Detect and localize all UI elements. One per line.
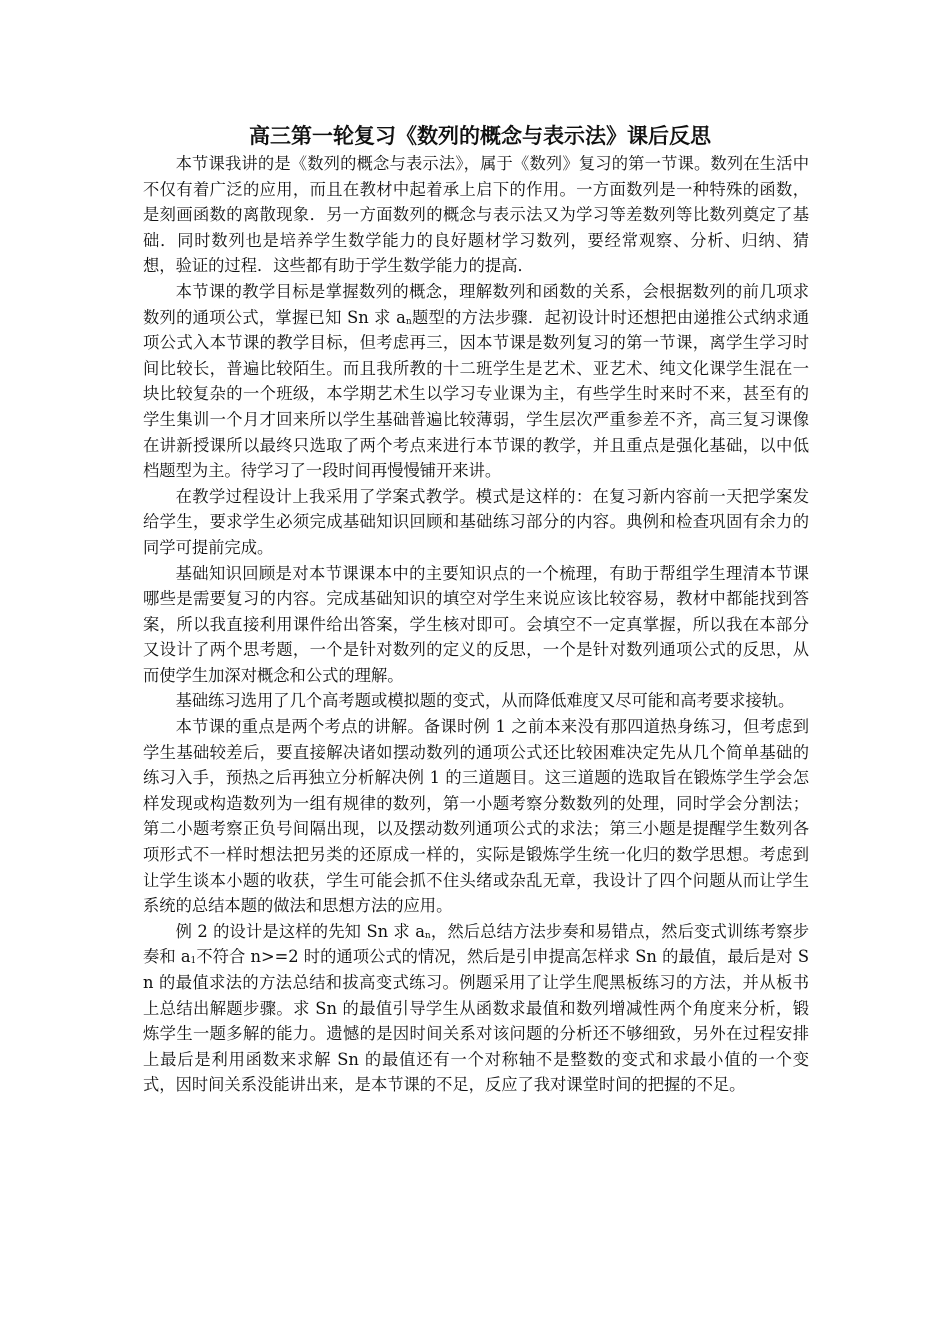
document-title: 高三第一轮复习《数列的概念与表示法》课后反思 bbox=[249, 123, 711, 148]
paragraph-p4 bbox=[143, 561, 809, 689]
paragraph-text: 在教学过程设计上我采用了学案式教学。模式是这样的：在复习新内容前一天把学案发给学生，要求学生必须完成基础知识回顾和基础练习部分的内容。典例和检查巩固有余力的同学可提前完成。 bbox=[143, 486, 809, 557]
paragraph-text: 本节课的教学目标是掌握数列的概念，理解数列和函数的关系，会根据数列的前几项求数列的通项公式，掌握已知 Sn 求 a bbox=[143, 281, 809, 327]
paragraph-p7 bbox=[143, 919, 809, 1098]
paragraph-text: 基础知识回顾是对本节课课本中的主要知识点的一个梳理，有助于帮组学生理清本节课哪些是需要复习的内容。完成基础知识的填空对学生来说应该比较容易，教材中都能找到答案，所以我直接利用课件给出答案，学生核对即可。会填空不一定真掌握，所以我在本部分又设计了两个思考题，一个是针对数列的定义的反思，一个是针对数列通项公式的反思，从而使学生加深对概念和公式的理解。 bbox=[143, 563, 809, 685]
paragraph-text: 例 2 的设计是这样的先知 Sn 求 a bbox=[175, 921, 425, 941]
paragraph-p6 bbox=[143, 714, 809, 919]
paragraph-p5 bbox=[143, 688, 809, 714]
subscript: n bbox=[424, 930, 431, 941]
paragraph-text: 本节课我讲的是《数列的概念与表示法》，属于《数列》复习的第一节课。数列在生活中不仅有着广泛的应用，而且在教材中起着承上启下的作用。一方面数列是一种特殊的函数，是刻画函数的离散现象．另一方面数列的概念与表示法又为学习等差数列等比数列奠定了基础．同时数列也是培养学生数学能力的良好题材学习数列，要经常观察、分析、归纳、猜想，验证的过程．这些都有助于学生数学能力的提高． bbox=[143, 154, 809, 276]
paragraph-text: 不符合 n>=2 时的通项公式的情况，然后是引申提高怎样求 Sn 的最值，最后是对 Sn 的最值求法的方法总结和拔高变式练习。例题采用了让学生爬黑板练习的方法，并从板书上总结出解题步骤。求 Sn 的最值引导学生从函数求最值和数列增减性两个角度来分析，锻炼学生一题多解的能力。遗憾的是因时间关系对该问题的分析还不够细致，另外在过程安排上最后是利用函数来求解 Sn 的最值还有一个对称轴不是整数的变式和求最小值的一个变式，因时间关系没能讲出来，是本节课的不足，反应了我对课堂时间的把握的不足。 bbox=[143, 947, 809, 1095]
paragraph-p2 bbox=[143, 279, 809, 484]
document-body bbox=[143, 121, 809, 1098]
paragraph-p1 bbox=[143, 151, 809, 279]
paragraph-text: 题型的方法步骤．起初设计时还想把由递推公式纳求通项公式入本节课的教学目标，但考虑再三，因本节课是数列复习的第一节课，离学生学习时间比较长，普遍比较陌生。而且我所教的十二班学生是艺术、亚艺术、纯文化课学生混在一块比较复杂的一个班级，本学期艺术生以学习专业课为主，有些学生时来时不来，甚至有的学生集训一个月才回来所以学生基础普遍比较薄弱，学生层次严重参差不齐，高三复习课像在讲新授课所以最终只选取了两个考点来进行本节课的教学，并且重点是强化基础，以中低档题型为主。待学习了一段时间再慢慢铺开来讲。 bbox=[143, 307, 809, 481]
paragraph-text: 本节课的重点是两个考点的讲解。备课时例 1 之前本来没有那四道热身练习，但考虑到学生基础较差后，要直接解决诸如摆动数列的通项公式还比较困难决定先从几个简单基础的练习入手，预热之后再独立分析解决例 1 的三道题目。这三道题的选取旨在锻炼学生学会怎样发现或构造数列为一组有规律的数列，第一小题考察分数数列的处理，同时学会分割法；第二小题考察正负号间隔出现，以及摆动数列通项公式的求法；第三小题是提醒学生数列各项形式不一样时想法把另类的还原成一样的，实际是锻炼学生统一化归的数学思想。考虑到让学生谈本小题的收获，学生可能会抓不住头绪或杂乱无章，我设计了四个问题从而让学生系统的总结本题的做法和思想方法的应用。 bbox=[143, 717, 809, 916]
subscript: 1 bbox=[190, 956, 197, 967]
paragraph-text: 基础练习选用了几个高考题或模拟题的变式，从而降低难度又尽可能和高考要求接轨。 bbox=[175, 691, 795, 711]
paragraph-list bbox=[143, 151, 809, 1098]
subscript: n bbox=[405, 316, 412, 327]
paragraph-p3 bbox=[143, 484, 809, 561]
paragraph-text: ，然后总结方法步奏和易错点，然后变式训练考察步奏和 a bbox=[143, 921, 809, 967]
